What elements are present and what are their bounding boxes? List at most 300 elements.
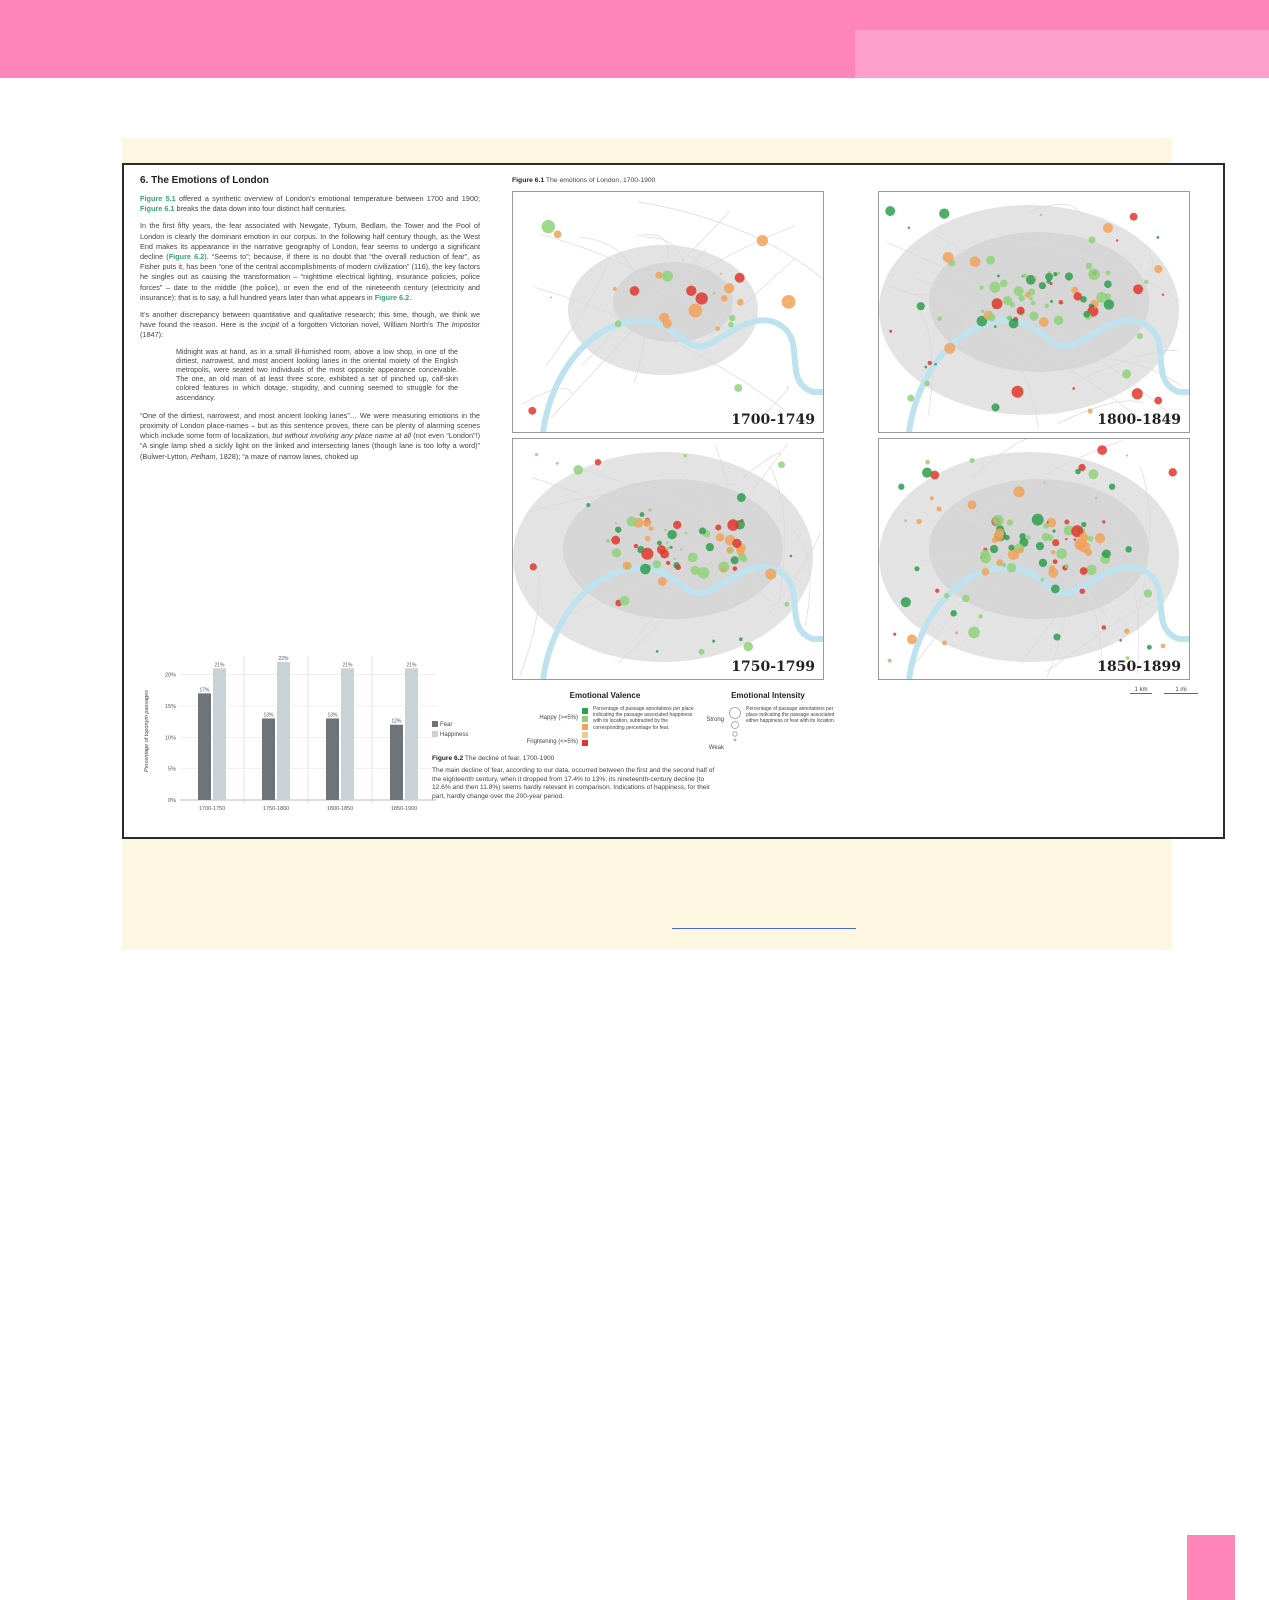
emotion-circle [706,543,714,551]
emotion-circle [699,649,705,655]
emotion-circle [731,556,739,564]
emotion-circle [757,235,768,246]
emotion-circle [1080,588,1086,594]
bar-value-label: 21% [214,662,225,669]
emotion-circle [1104,280,1112,288]
fear-red-swatch [582,740,588,746]
emotion-circle [1026,275,1036,285]
intensity-circles-icon [728,706,742,746]
bar-value-label: 13% [263,712,274,719]
fear-happiness-bar-chart [140,650,440,820]
fear-bar [390,725,403,800]
emotion-circle [1125,546,1131,552]
emotion-circle [1116,239,1118,241]
intensity-description: Percentage of passage annotations per place indicating the passage associated either happiness or fear with its location. [746,706,836,725]
emotion-circle [980,553,991,564]
figure-ref[interactable]: Figure 5.1 [140,194,176,203]
emotion-circle [782,295,796,309]
emotion-circle [992,515,1003,526]
map-period-label: 1850-1899 [1097,659,1181,675]
emotion-circle [698,567,709,578]
figure-ref[interactable]: Figure 6.1 [140,204,175,214]
intensity-legend [698,691,838,762]
emotion-circle [968,627,980,639]
emotion-circle [712,640,715,643]
emotion-circle [1018,547,1024,553]
emotion-circle [1088,409,1093,414]
emotion-circle [962,595,970,603]
emotion-circle [993,531,1003,541]
happy-strong-swatch [582,708,588,714]
emotion-circle [942,640,947,645]
emotion-circle [530,563,537,570]
emotion-circle [653,560,661,568]
paragraph-2: In the first fifty years, the fear associated with Newgate, Tyburn, Bedlam, the Tower and the Pool of London is clearly the dominant emotion in our corpus. In the following half century though, as the West End makes its appearance in the narrative geography of London, fear seems to undergo a significant decline (Figure 6.2). “Seems to”; because, if there is no doubt that “the overall reduction of fear”, as Fisher puts it, has been “one of the central accomplishments of modern civilization” (116), the key factors he singles out as causing the transformation – “nighttime electrical lighting, insurance policies, police forces” – date to the middle (the police), or even the end of the nineteenth century (electricity and insurance): that is to say, a full hundred years later than what appears in Figure 6.2. [140,221,480,302]
emotion-circle [1088,469,1098,479]
emotion-circle [955,631,958,634]
emotion-circle [716,533,724,541]
map-period-label: 1700-1749 [731,412,815,428]
block-quote: Midnight was at hand, as in a small ill-furnished room, above a low shop, in one of the dirtiest, narrowest, and most ancient looking lanes in the oriental moiety of the English metropolis, were seated two individuals of the most opposite appearance conceivable. The one, an old man of at least three score, exhibited a set of pinched up, calf-skin colored features in which dotage, stupidity, and cunning seemed to struggle for the ascendancy. [176,347,458,402]
bar-chart-legend [432,720,468,740]
emotion-circle [981,310,984,313]
emotion-circle [1065,272,1073,280]
emotion-circle [729,315,735,321]
emotion-circle [641,548,653,560]
emotion-circle [1086,263,1093,270]
emotion-circle [970,256,981,267]
emotion-circle [914,566,919,571]
intensity-legend-title: Emotional Intensity [731,691,805,700]
happiness-bar [277,662,290,800]
emotion-circle [737,299,744,306]
emotion-circle [713,292,715,294]
emotion-circle [943,252,954,263]
emotion-circle [1040,214,1042,216]
emotion-circle [1144,589,1152,597]
emotion-circle [924,381,930,387]
emotion-circle [1065,538,1067,540]
emotion-circle [1014,286,1024,296]
emotion-circle [778,461,785,468]
emotion-circle [673,521,681,529]
emotion-circle [1073,292,1081,300]
emotion-circle [1023,273,1027,277]
emotion-circle [715,326,720,331]
emotion-circle [1119,639,1122,642]
emotion-circle [1168,468,1176,476]
emotion-circle [1034,277,1037,280]
map-period-label: 1800-1849 [1097,412,1181,428]
emotion-circle [1088,536,1094,542]
emotion-circle [1044,482,1046,484]
x-tick-label: 1750-1800 [262,806,290,812]
emotion-circle [606,539,610,543]
scale-km: 1 km [1130,687,1152,694]
fear-swatch [432,721,438,727]
bar-value-label: 21% [342,662,353,669]
emotion-circle [917,302,925,310]
emotion-circle [739,637,743,641]
emotion-circle [1086,565,1096,575]
emotion-circle [1003,296,1012,305]
emotion-circle [615,526,621,532]
emotion-circle [542,220,555,233]
emotion-circle [1007,519,1013,525]
emotion-circle [934,363,937,366]
emotion-circle [741,519,744,522]
emotion-circle [1019,533,1025,539]
emotion-circle [620,596,630,606]
emotion-circle [988,314,996,322]
emotion-circle [657,545,666,554]
emotion-circle [1088,269,1100,281]
emotion-circle [784,602,789,607]
text-column [140,175,480,469]
happy-label: Happy (>=5%) [539,715,578,721]
bar-value-label: 22% [278,656,289,662]
emotion-circle [673,557,676,560]
emotion-circle [612,548,621,557]
emotion-circle [1162,294,1164,296]
map-1850-1899 [878,438,1190,680]
emotion-circle [1045,304,1050,309]
emotion-circle [1102,520,1105,523]
y-axis-title: Percentage of toponym passages [144,690,150,772]
emotion-circle [1052,539,1059,546]
emotion-circle [1074,538,1077,541]
emotion-circle [1080,567,1088,575]
emotion-circle [1105,270,1110,275]
happiness-bar [405,668,418,800]
emotion-circle [727,519,739,531]
emotion-circle [907,395,914,402]
emotion-circle [916,519,922,525]
emotion-circle [627,516,637,526]
emotion-circle [645,536,651,542]
emotion-circle [657,541,662,546]
emotion-circle [1126,454,1128,456]
emotion-circle [1039,559,1047,567]
emotion-circle [1053,272,1057,276]
emotion-circle [1018,295,1024,301]
emotion-circle [944,593,949,598]
emotion-circle [922,468,932,478]
emotion-circle [907,634,917,644]
header-tab [855,30,1269,78]
map-graphic [879,439,1190,680]
emotion-circle [1075,538,1087,550]
frightening-label: Frightening (<=5%) [526,739,578,745]
emotion-circle [1096,292,1107,303]
emotion-circle [928,361,932,365]
emotion-circle [1081,522,1086,527]
emotion-circle [743,642,753,652]
emotion-circle [1095,497,1098,500]
map-1700-1749 [512,191,824,433]
emotion-circle [724,283,734,293]
emotion-circle [1130,213,1138,221]
emotion-circle [1040,578,1044,582]
emotion-circle [735,273,745,283]
emotion-circle [1011,386,1023,398]
emotion-circle [655,272,662,279]
emotion-circle [893,633,896,636]
emotion-circle [1137,333,1143,339]
emotion-circle [991,403,999,411]
emotion-circle [670,546,673,549]
happiness-bar [341,668,354,800]
valence-description: Percentage of passage annotations per place indicating the passage associated happiness with its location, subtracted by the corresponding percentage for fear. [593,706,694,731]
bar-value-label: 13% [327,712,338,719]
emotion-circle [1089,304,1093,308]
page-corner-tab [1187,1535,1235,1600]
emotion-circle [535,453,538,456]
emotion-circle [685,532,688,535]
emotion-circle [1009,319,1019,329]
emotion-circle [1029,311,1038,320]
fear-bar [262,718,275,800]
emotion-circle [1056,548,1067,559]
bar-value-label: 17% [199,687,210,694]
emotion-circle [663,319,672,328]
emotion-circle [615,522,617,524]
emotion-circle [1064,520,1069,525]
figure-6-1-caption: Figure 6.1 The emotions of London, 1700-1900 [512,177,656,184]
emotion-circle [622,562,630,570]
figure-ref[interactable]: Figure 6.2 [374,292,410,302]
emotion-circle [901,597,911,607]
emotion-circle [1122,369,1131,378]
fear-light-swatch [582,732,588,738]
emotion-circle [556,462,559,465]
emotion-circle [1054,316,1063,325]
emotion-circle [1049,565,1056,572]
emotion-circle [1029,296,1033,300]
happiness-swatch [432,731,438,737]
emotion-circle [1132,388,1143,399]
emotion-circle [1109,483,1115,489]
emotion-circle [1008,549,1019,560]
emotion-circle [1013,486,1024,497]
emotion-circle [968,500,977,509]
emotion-circle [689,304,703,318]
emotion-circle [944,343,955,354]
emotion-circle [573,465,583,475]
y-tick-label: 0% [168,798,176,804]
emotion-circle [898,484,904,490]
emotion-circle [1000,280,1008,288]
emotion-circle [970,458,975,463]
emotion-circle [1039,282,1046,289]
emotion-circle [950,610,957,617]
happiness-legend-label: Happiness [440,732,469,738]
emotion-circle [658,577,667,586]
scale-mi: 1 mi [1164,687,1198,694]
emotion-circle [1052,529,1055,532]
emotion-circle [990,545,998,553]
map-1750-1799 [512,438,824,680]
emotion-circle [721,295,727,301]
emotion-circle [733,566,737,570]
emotion-circle [1053,559,1058,564]
figure-6-2-caption: Figure 6.2 The decline of fear, 1700-1900 The main decline of fear, according to our data, occurred between the first and the second half of the eighteenth century, when it dropped from 17.4% to 13%; its nineteenth-century decline (to 12.6% and then 11.8%) seems hardly relevant in comparison. Indications of happiness, for their part, hardly change over the 200-year period. [432,755,722,801]
emotion-circle [686,286,696,296]
emotion-circle [935,589,939,593]
emotion-circle [715,525,721,531]
map-period-label: 1750-1799 [731,659,815,675]
paragraph-4: “One of the dirtiest, narrowest, and most ancient looking lanes”… We were measuring emotions in the proximity of London place-names – but as this sentence proves, there can be plenty of alarming scenes which include some form of localization, but without involving any place name at all (not even “London”!) “A single lamp shed a sickly light on the linked and intersecting lanes (though lane is too lofty a word)” (Bulwer-Lytton, Pelham, 1828); “a maze of narrow lanes, choked up [140,410,480,461]
emotion-circle [989,282,1000,293]
emotion-circle [699,527,706,534]
emotion-circle [615,320,622,327]
emotion-circle [1161,644,1166,649]
emotion-circle [662,271,673,282]
emotion-circle [885,206,895,216]
emotion-circle [888,658,892,662]
bar-value-label: 21% [406,662,417,669]
section-title: 6. The Emotions of London [140,175,269,186]
emotion-circle [982,568,990,576]
emotion-circle [1156,236,1159,239]
emotion-circle [1059,300,1064,305]
emotion-circle [1046,279,1050,283]
emotion-circle [904,519,907,522]
weak-label: Weak [708,745,724,751]
emotion-circle [667,530,676,539]
emotion-circle [1065,564,1069,568]
fear-bar [198,693,211,800]
emotion-circle [1039,317,1049,327]
emotion-circle [1050,300,1053,303]
emotion-circle [630,286,640,296]
emotion-circle [1051,585,1060,594]
emotion-circle [1053,633,1060,640]
emotion-circle [684,454,687,457]
emotion-circle [986,256,995,265]
emotion-circle [675,564,681,570]
emotion-circle [696,292,708,304]
emotion-circle [1017,307,1025,315]
emotion-circle [1057,272,1060,275]
emotion-circle [550,296,552,298]
valence-legend-title: Emotional Valence [569,691,641,700]
emotion-circle [1102,625,1107,630]
emotion-circle [1102,549,1111,558]
paragraph-1: Figure 5.1 offered a synthetic overview of London’s emotional temperature between 1700 and 1900; Figure 6.1 breaks the data down into four distinct half centuries. [140,194,480,214]
emotion-circle [1008,545,1014,551]
emotion-circle [1042,533,1050,541]
emotion-circle [1031,301,1036,306]
emotion-circle [640,564,651,575]
emotion-circle [930,496,934,500]
emotion-circle [736,547,744,555]
emotion-circle [1147,645,1152,650]
emotion-circle [1103,223,1113,233]
emotion-circle [1047,521,1049,523]
emotion-circle [1028,288,1035,295]
emotion-circle [649,526,654,531]
emotion-circle [634,544,638,548]
emotion-circle [997,274,1000,277]
emotion-circle [666,547,670,551]
y-tick-label: 15% [164,703,176,710]
map-graphic [513,439,824,680]
emotion-circle [994,325,997,328]
emotion-circle [1002,563,1006,567]
map-graphic [879,192,1190,433]
emotion-circle [640,512,645,517]
emotion-circle [666,542,668,544]
emotion-circle [664,529,667,532]
emotion-circle [611,536,620,545]
emotion-circle [1026,535,1030,539]
emotion-circle [925,460,930,465]
emotion-circle [1083,311,1090,318]
x-tick-label: 1800-1850 [326,806,354,812]
emotion-circle [586,503,590,507]
happy-light-swatch [582,716,588,722]
emotion-circle [992,298,1003,309]
valence-legend [516,691,694,754]
fear-bar [326,718,339,800]
figure-ref[interactable]: Figure 6.2 [168,252,205,262]
emotion-circle [1032,514,1044,526]
emotion-circle [1133,284,1143,294]
emotion-circle [734,384,742,392]
y-tick-label: 20% [164,672,176,679]
emotion-circle [1036,542,1044,550]
emotion-circle [656,650,659,653]
emotion-circle [1051,550,1055,554]
fear-orange-swatch [582,724,588,730]
emotion-circle [1085,549,1092,556]
figure-6-2-description: The main decline of fear, according to our data, occurred between the first and the second half of the eighteenth century, when it dropped from 17.4% to 13%; its nineteenth-century decline (to 12.6% and then 11.8%) seems hardly relevant in comparison. Indications of happiness, for their part, hardly change over the 200-year period. [432,767,715,800]
emotion-circle [924,366,927,369]
emotion-circle [688,552,698,562]
road-line [765,387,789,414]
emotion-circle [790,555,793,558]
emotion-circle [936,506,941,511]
link-underline[interactable] [672,928,856,929]
emotion-circle [528,407,536,415]
emotion-circle [1043,523,1049,529]
emotion-circle [978,614,982,618]
emotion-circle [1144,280,1148,284]
emotion-circle [1088,236,1095,243]
bar-value-label: 12% [391,718,402,725]
emotion-circle [554,230,562,238]
paragraph-3: It’s another discrepancy between quantitative and qualitative research; this time, though, we think we have found the reason. Here is the incipit of a forgotten Victorian novel, William North’s The Impostor (1847): [140,310,480,340]
strong-label: Strong [706,717,724,723]
emotion-circle [728,322,734,328]
emotion-circle [648,508,651,511]
map-graphic [513,192,824,433]
y-tick-label: 10% [164,735,176,742]
emotion-circle [720,273,722,275]
emotion-circle [613,287,617,291]
emotion-circle [979,286,983,290]
emotion-circle [1007,563,1016,572]
emotion-circle [680,549,682,551]
emotion-circle [1154,265,1162,273]
emotion-circle [1072,387,1075,390]
emotion-circle [732,539,741,548]
book-spread-image [122,163,1225,839]
emotion-circle [595,459,601,465]
emotion-circle [741,556,747,562]
emotion-circle [937,316,942,321]
